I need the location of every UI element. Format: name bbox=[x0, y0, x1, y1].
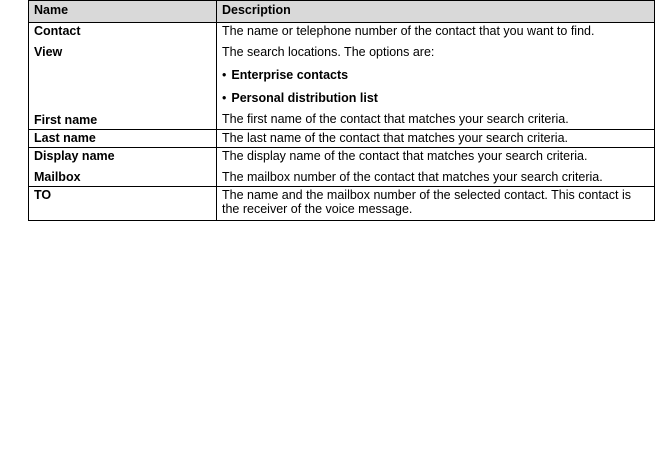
fields-table bbox=[28, 0, 655, 221]
table-row-group-search bbox=[29, 23, 655, 130]
bullet-icon: • bbox=[222, 91, 227, 105]
row-desc-contact: The name or telephone number of the contact that you want to find. bbox=[222, 24, 595, 38]
view-option-personal: • Personal distribution list bbox=[222, 91, 378, 105]
row-name-view: View bbox=[34, 45, 63, 59]
name-cell bbox=[29, 148, 217, 187]
row-desc-view: The search locations. The options are: bbox=[222, 45, 435, 59]
row-desc-display-name: The display name of the contact that matches your search criteria. bbox=[222, 149, 588, 163]
name-cell bbox=[29, 23, 217, 130]
row-name-first-name: First name bbox=[34, 113, 98, 127]
header-name: Name bbox=[29, 1, 217, 23]
description-cell bbox=[217, 148, 655, 187]
table-row-group-display bbox=[29, 148, 655, 187]
header-description: Description bbox=[217, 1, 655, 23]
table-row-last-name bbox=[29, 130, 655, 148]
row-name-display-name: Display name bbox=[34, 149, 115, 163]
row-desc-last-name: The last name of the contact that matches your search criteria. bbox=[217, 130, 655, 148]
table-row-to bbox=[29, 187, 655, 221]
bullet-icon: • bbox=[222, 68, 227, 82]
description-cell bbox=[217, 23, 655, 130]
table-header-row bbox=[29, 1, 655, 23]
row-name-to: TO bbox=[29, 187, 217, 221]
view-option-enterprise: • Enterprise contacts bbox=[222, 68, 349, 82]
row-name-last-name: Last name bbox=[29, 130, 217, 148]
row-desc-mailbox: The mailbox number of the contact that matches your search criteria. bbox=[222, 170, 603, 184]
row-desc-first-name: The first name of the contact that matches your search criteria. bbox=[222, 112, 569, 126]
row-name-contact: Contact bbox=[34, 24, 81, 38]
row-name-mailbox: Mailbox bbox=[34, 170, 81, 184]
row-desc-to: The name and the mailbox number of the selected contact. This contact is the receiver of the voice message. bbox=[217, 187, 655, 221]
